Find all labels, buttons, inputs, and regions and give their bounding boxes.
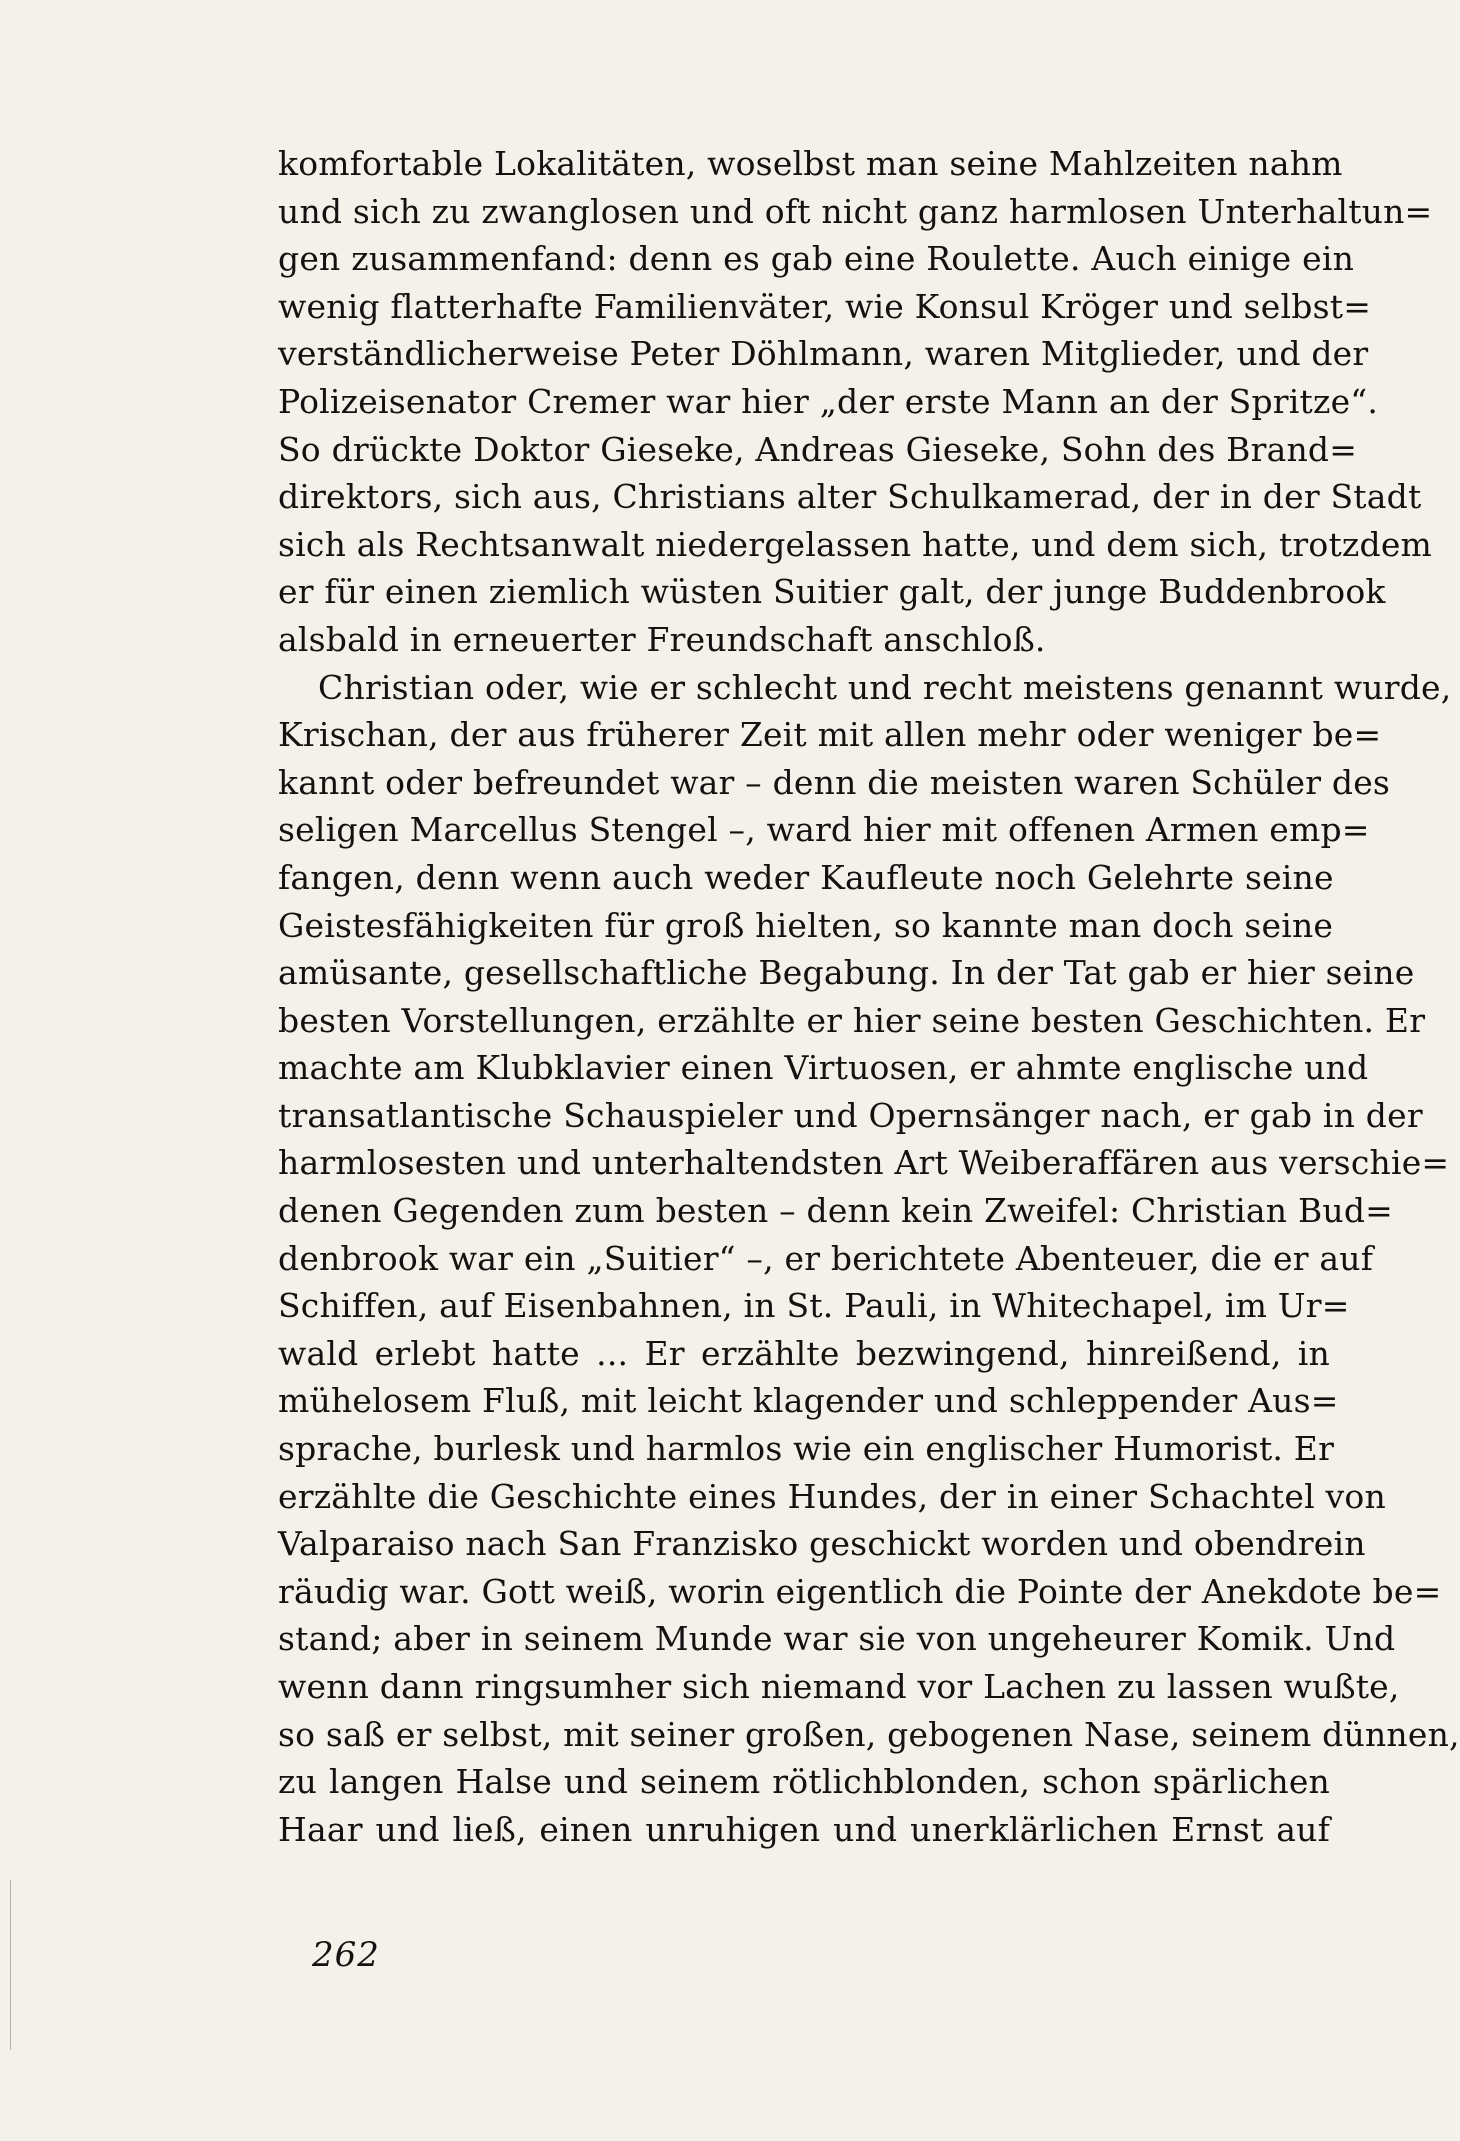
text-line: denen Gegenden zum besten – denn kein Zweifel: Christian Bud= [278, 1191, 1394, 1231]
body-text [278, 140, 1460, 1853]
text-line: So drückte Doktor Gieseke, Andreas Gieseke, Sohn des Brand= [278, 429, 1358, 469]
text-line: und sich zu zwanglosen und oft nicht ganz harmlosen Unterhaltun= [278, 191, 1433, 231]
text-line: seligen Marcellus Stengel –, ward hier mit offenen Armen emp= [278, 810, 1370, 850]
text-line: alsbald in erneuerter Freundschaft anschloß. [278, 619, 1046, 659]
text-line: verständlicherweise Peter Döhlmann, waren Mitglieder, und der [278, 334, 1369, 374]
text-line: sprache, burlesk und harmlos wie ein englischer Humorist. Er [278, 1429, 1335, 1469]
text-line: erzählte die Geschichte eines Hundes, der in einer Schachtel von [278, 1476, 1386, 1516]
text-line: Schiffen, auf Eisenbahnen, in St. Pauli, in Whitechapel, im Ur= [278, 1286, 1350, 1326]
text-line: mühelosem Fluß, mit leicht klagender und schleppender Aus= [278, 1381, 1339, 1421]
text-line: er für einen ziemlich wüsten Suitier galt, der junge Buddenbrook [278, 572, 1386, 612]
text-line: räudig war. Gott weiß, worin eigentlich die Pointe der Anekdote be= [278, 1571, 1442, 1611]
text-line: Christian oder, wie er schlecht und recht meistens genannt wurde, [318, 667, 1452, 707]
text-line: Polizeisenator Cremer war hier „der erste Mann an der Spritze“. [278, 381, 1379, 421]
text-line: fangen, denn wenn auch weder Kaufleute noch Gelehrte seine [278, 857, 1334, 897]
text-line: Krischan, der aus früherer Zeit mit allen mehr oder weniger be= [278, 715, 1382, 755]
text-line: wenn dann ringsumher sich niemand vor Lachen zu lassen wußte, [278, 1667, 1400, 1706]
text-line: sich als Rechtsanwalt niedergelassen hatte, und dem sich, trotzdem [278, 524, 1433, 564]
page-number: 262 [312, 1935, 380, 1975]
text-line: besten Vorstellungen, erzählte er hier seine besten Geschichten. Er [278, 1000, 1426, 1040]
page-edge-mark [10, 1880, 11, 2050]
text-line: machte am Klubklavier einen Virtuosen, er ahmte englische und [278, 1048, 1369, 1088]
text-line: transatlantische Schauspieler und Opernsänger nach, er gab in der [278, 1095, 1423, 1135]
text-line: wald erlebt hatte ... Er erzählte bezwingend, hinreißend, in [278, 1333, 1330, 1373]
text-line: kannt oder befreundet war – denn die meisten waren Schüler des [278, 762, 1391, 802]
text-line: Haar und ließ, einen unruhigen und unerklärlichen Ernst auf [278, 1809, 1330, 1849]
text-line: komfortable Lokalitäten, woselbst man seine Mahlzeiten nahm [278, 144, 1343, 183]
text-line: zu langen Halse und seinem rötlichblonden, schon spärlichen [278, 1762, 1330, 1802]
text-line: stand; aber in seinem Munde war sie von ungeheurer Komik. Und [278, 1619, 1396, 1659]
text-line: gen zusammenfand: denn es gab eine Roulette. Auch einige ein [278, 239, 1355, 279]
text-line: wenig flatterhafte Familienväter, wie Konsul Kröger und selbst= [278, 286, 1372, 326]
text-line: Geistesfähigkeiten für groß hielten, so kannte man doch seine [278, 905, 1334, 945]
text-line: denbrook war ein „Suitier“ –, er berichtete Abenteuer, die er auf [278, 1238, 1374, 1278]
text-line: so saß er selbst, mit seiner großen, gebogenen Nase, seinem dünnen, [278, 1714, 1460, 1754]
text-line: harmlosesten und unterhaltendsten Art Weiberaffären aus verschie= [278, 1143, 1450, 1183]
text-line: amüsante, gesellschaftliche Begabung. In der Tat gab er hier seine [278, 953, 1415, 993]
text-line: Valparaiso nach San Franzisko geschickt worden und obendrein [278, 1524, 1366, 1564]
text-line: direktors, sich aus, Christians alter Schulkamerad, der in der Stadt [278, 477, 1422, 517]
